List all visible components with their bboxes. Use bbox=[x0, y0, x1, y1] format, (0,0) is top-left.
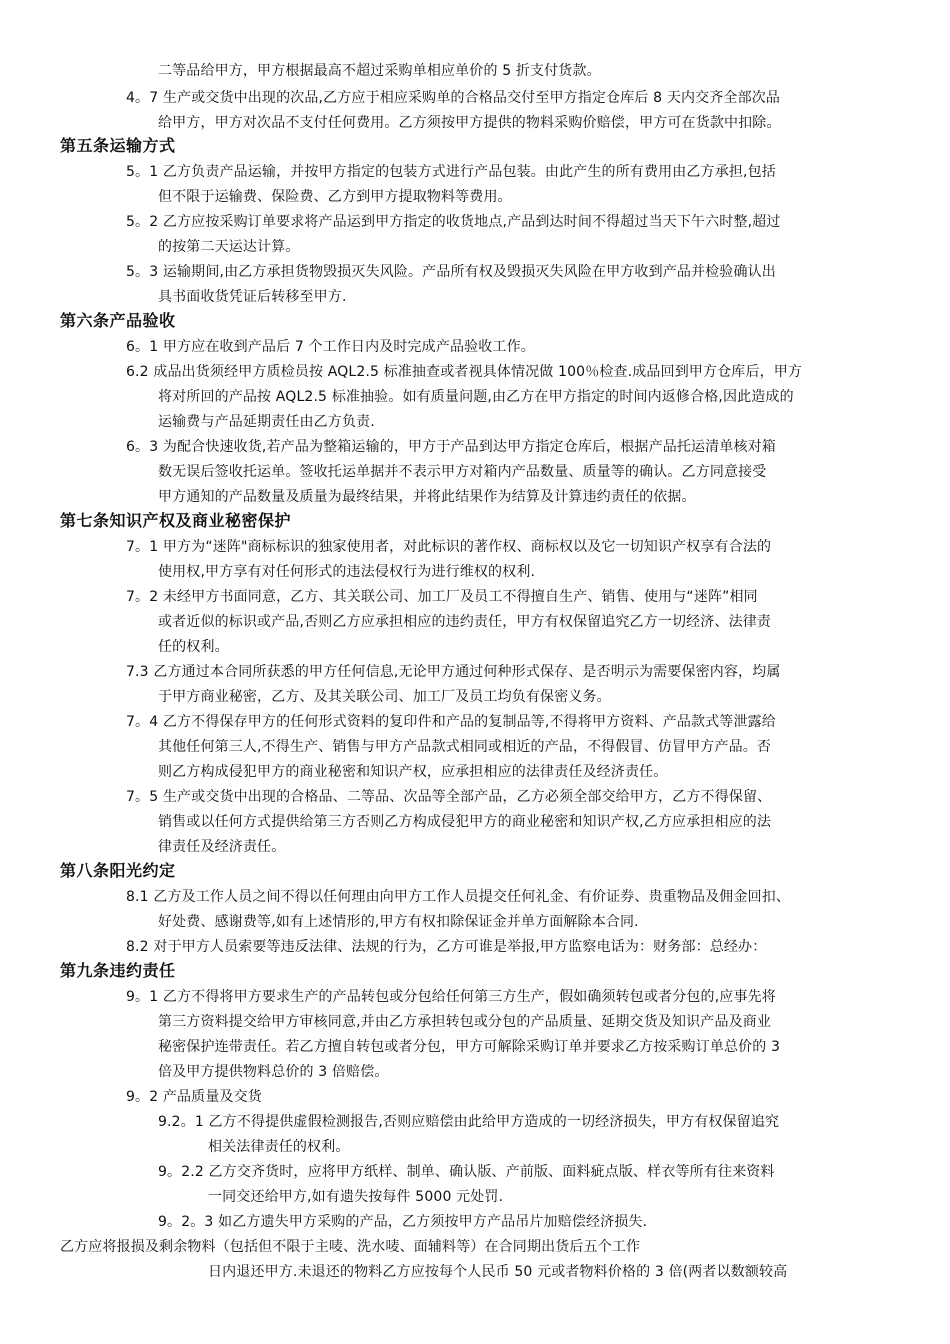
paragraph-line: 乙方应将报损及剩余物料（包括但不限于主唛、洗水唛、面辅料等）在合同期出货后五个工作 bbox=[60, 1239, 641, 1255]
clause-7-5: 7。5 生产或交货中出现的合格品、二等品、次品等全部产品，乙方必须全部交给甲方，乙方不得保留、 bbox=[126, 789, 772, 805]
clause-7-3: 7.3 乙方通过本合同所获悉的甲方任何信息,无论甲方通过何种形式保存、是否明示为需要保密内容，均属 bbox=[126, 664, 781, 680]
clause-8-2: 8.2 对于甲方人员索要等违反法律、法规的行为，乙方可谁是举报,甲方监察电话为：财务部：总经办： bbox=[126, 939, 767, 955]
clause-5-1: 5。1 乙方负责产品运输，并按甲方指定的包装方式进行产品包装。由此产生的所有费用由乙方承担,包括 bbox=[126, 164, 776, 180]
paragraph-line: 一同交还给甲方,如有遗失按每件 5000 元处罚. bbox=[208, 1189, 504, 1205]
paragraph-line: 销售或以任何方式提供给第三方否则乙方构成侵犯甲方的商业秘密和知识产权,乙方应承担相应的法 bbox=[158, 814, 772, 830]
paragraph-line: 数无误后签收托运单。签收托运单据并不表示甲方对箱内产品数量、质量等的确认。乙方同意接受 bbox=[158, 464, 767, 480]
paragraph-line: 具书面收货凭证后转移至甲方. bbox=[158, 289, 347, 305]
paragraph-line: 秘密保护连带责任。若乙方擅自转包或者分包，甲方可解除采购订单并要求乙方按采购订单总价的 3 bbox=[158, 1039, 781, 1055]
clause-7-1: 7。1 甲方为“迷阵"商标标识的独家使用者，对此标识的著作权、商标权以及它一切知识产权享有合法的 bbox=[126, 539, 772, 555]
clause-9-2-2: 9。2.2 乙方交齐货时，应将甲方纸样、制单、确认版、产前版、面料疵点版、样衣等所有往来资料 bbox=[158, 1164, 775, 1180]
section-heading-5: 第五条运输方式 bbox=[60, 136, 176, 155]
paragraph-line: 二等品给甲方，甲方根据最高不超过采购单相应单价的 5 折支付货款。 bbox=[158, 63, 601, 79]
clause-9-1: 9。1 乙方不得将甲方要求生产的产品转包或分包给任何第三方生产，假如确须转包或者分包的,应事先将 bbox=[126, 989, 776, 1005]
paragraph-line: 律责任及经济责任。 bbox=[158, 839, 286, 855]
paragraph-line: 日内退还甲方.未退还的物料乙方应按每个人民币 50 元或者物料价格的 3 倍(两者以数额较高 bbox=[208, 1264, 788, 1280]
clause-4-7: 4。7 生产或交货中出现的次品,乙方应于相应采购单的合格品交付至甲方指定仓库后 8 天内交齐全部次品 bbox=[126, 90, 781, 106]
paragraph-line: 运输费与产品延期责任由乙方负责. bbox=[158, 414, 375, 430]
section-heading-8: 第八条阳光约定 bbox=[60, 861, 176, 880]
clause-9-2-1: 9.2。1 乙方不得提供虚假检测报告,否则应赔偿由此给甲方造成的一切经济损失，甲方有权保留追究 bbox=[158, 1114, 780, 1130]
paragraph-line: 相关法律责任的权利。 bbox=[208, 1139, 350, 1155]
paragraph-line: 第三方资料提交给甲方审核同意,并由乙方承担转包或分包的产品质量、延期交货及知识产品及商业 bbox=[158, 1014, 772, 1030]
paragraph-line: 的按第二天运达计算。 bbox=[158, 239, 300, 255]
clause-6-2: 6.2 成品出货须经甲方质检员按 AQL2.5 标准抽查或者视具体情况做 100％检查.成品回到甲方仓库后，甲方 bbox=[126, 364, 803, 380]
paragraph-line: 使用权,甲方享有对任何形式的违法侵权行为进行维权的权利. bbox=[158, 564, 536, 580]
paragraph-line: 将对所回的产品按 AQL2.5 标准抽验。如有质量问题,由乙方在甲方指定的时间内返修合格,因此造成的 bbox=[158, 389, 794, 405]
paragraph-line: 倍及甲方提供物料总价的 3 倍赔偿。 bbox=[158, 1064, 389, 1080]
clause-8-1: 8.1 乙方及工作人员之间不得以任何理由向甲方工作人员提交任何礼金、有价证券、贵重物品及佣金回扣、 bbox=[126, 889, 791, 905]
paragraph-line: 则乙方构成侵犯甲方的商业秘密和知识产权，应承担相应的法律责任及经济责任。 bbox=[158, 764, 668, 780]
paragraph-line: 或者近似的标识或产品,否则乙方应承担相应的违约责任，甲方有权保留追究乙方一切经济、法律责 bbox=[158, 614, 772, 630]
paragraph-line: 好处费、感谢费等,如有上述情形的,甲方有权扣除保证金并单方面解除本合同. bbox=[158, 914, 639, 930]
clause-9-2: 9。2 产品质量及交货 bbox=[126, 1089, 262, 1105]
paragraph-line: 甲方通知的产品数量及质量为最终结果，并将此结果作为结算及计算违约责任的依据。 bbox=[158, 489, 696, 505]
section-heading-6: 第六条产品验收 bbox=[60, 311, 176, 330]
clause-6-1: 6。1 甲方应在收到产品后 7 个工作日内及时完成产品验收工作。 bbox=[126, 339, 535, 355]
clause-5-2: 5。2 乙方应按采购订单要求将产品运到甲方指定的收货地点,产品到达时间不得超过当天下午六时整,超过 bbox=[126, 214, 781, 230]
clause-7-2: 7。2 未经甲方书面同意，乙方、其关联公司、加工厂及员工不得擅自生产、销售、使用与“迷阵”相同 bbox=[126, 589, 758, 605]
paragraph-line: 但不限于运输费、保险费、乙方到甲方提取物料等费用。 bbox=[158, 189, 512, 205]
paragraph-line: 给甲方，甲方对次品不支付任何费用。乙方须按甲方提供的物料采购价赔偿，甲方可在货款中扣除。 bbox=[158, 115, 781, 131]
clause-7-4: 7。4 乙方不得保存甲方的任何形式资料的复印件和产品的复制品等,不得将甲方资料、产品款式等泄露给 bbox=[126, 714, 776, 730]
section-heading-7: 第七条知识产权及商业秘密保护 bbox=[60, 511, 292, 530]
clause-9-2-3: 9。2。3 如乙方遗失甲方采购的产品，乙方须按甲方产品吊片加赔偿经济损失. bbox=[158, 1214, 648, 1230]
paragraph-line: 于甲方商业秘密，乙方、及其关联公司、加工厂及员工均负有保密义务。 bbox=[158, 689, 611, 705]
paragraph-line: 任的权利。 bbox=[158, 639, 229, 655]
paragraph-line: 其他任何第三人,不得生产、销售与甲方产品款式相同或相近的产品，不得假冒、仿冒甲方产品。否 bbox=[158, 739, 772, 755]
clause-6-3: 6。3 为配合快速收货,若产品为整箱运输的，甲方于产品到达甲方指定仓库后，根据产品托运清单核对箱 bbox=[126, 439, 776, 455]
clause-5-3: 5。3 运输期间,由乙方承担货物毁损灭失风险。产品所有权及毁损灭失风险在甲方收到产品并检验确认出 bbox=[126, 264, 776, 280]
section-heading-9: 第九条违约责任 bbox=[60, 961, 176, 980]
